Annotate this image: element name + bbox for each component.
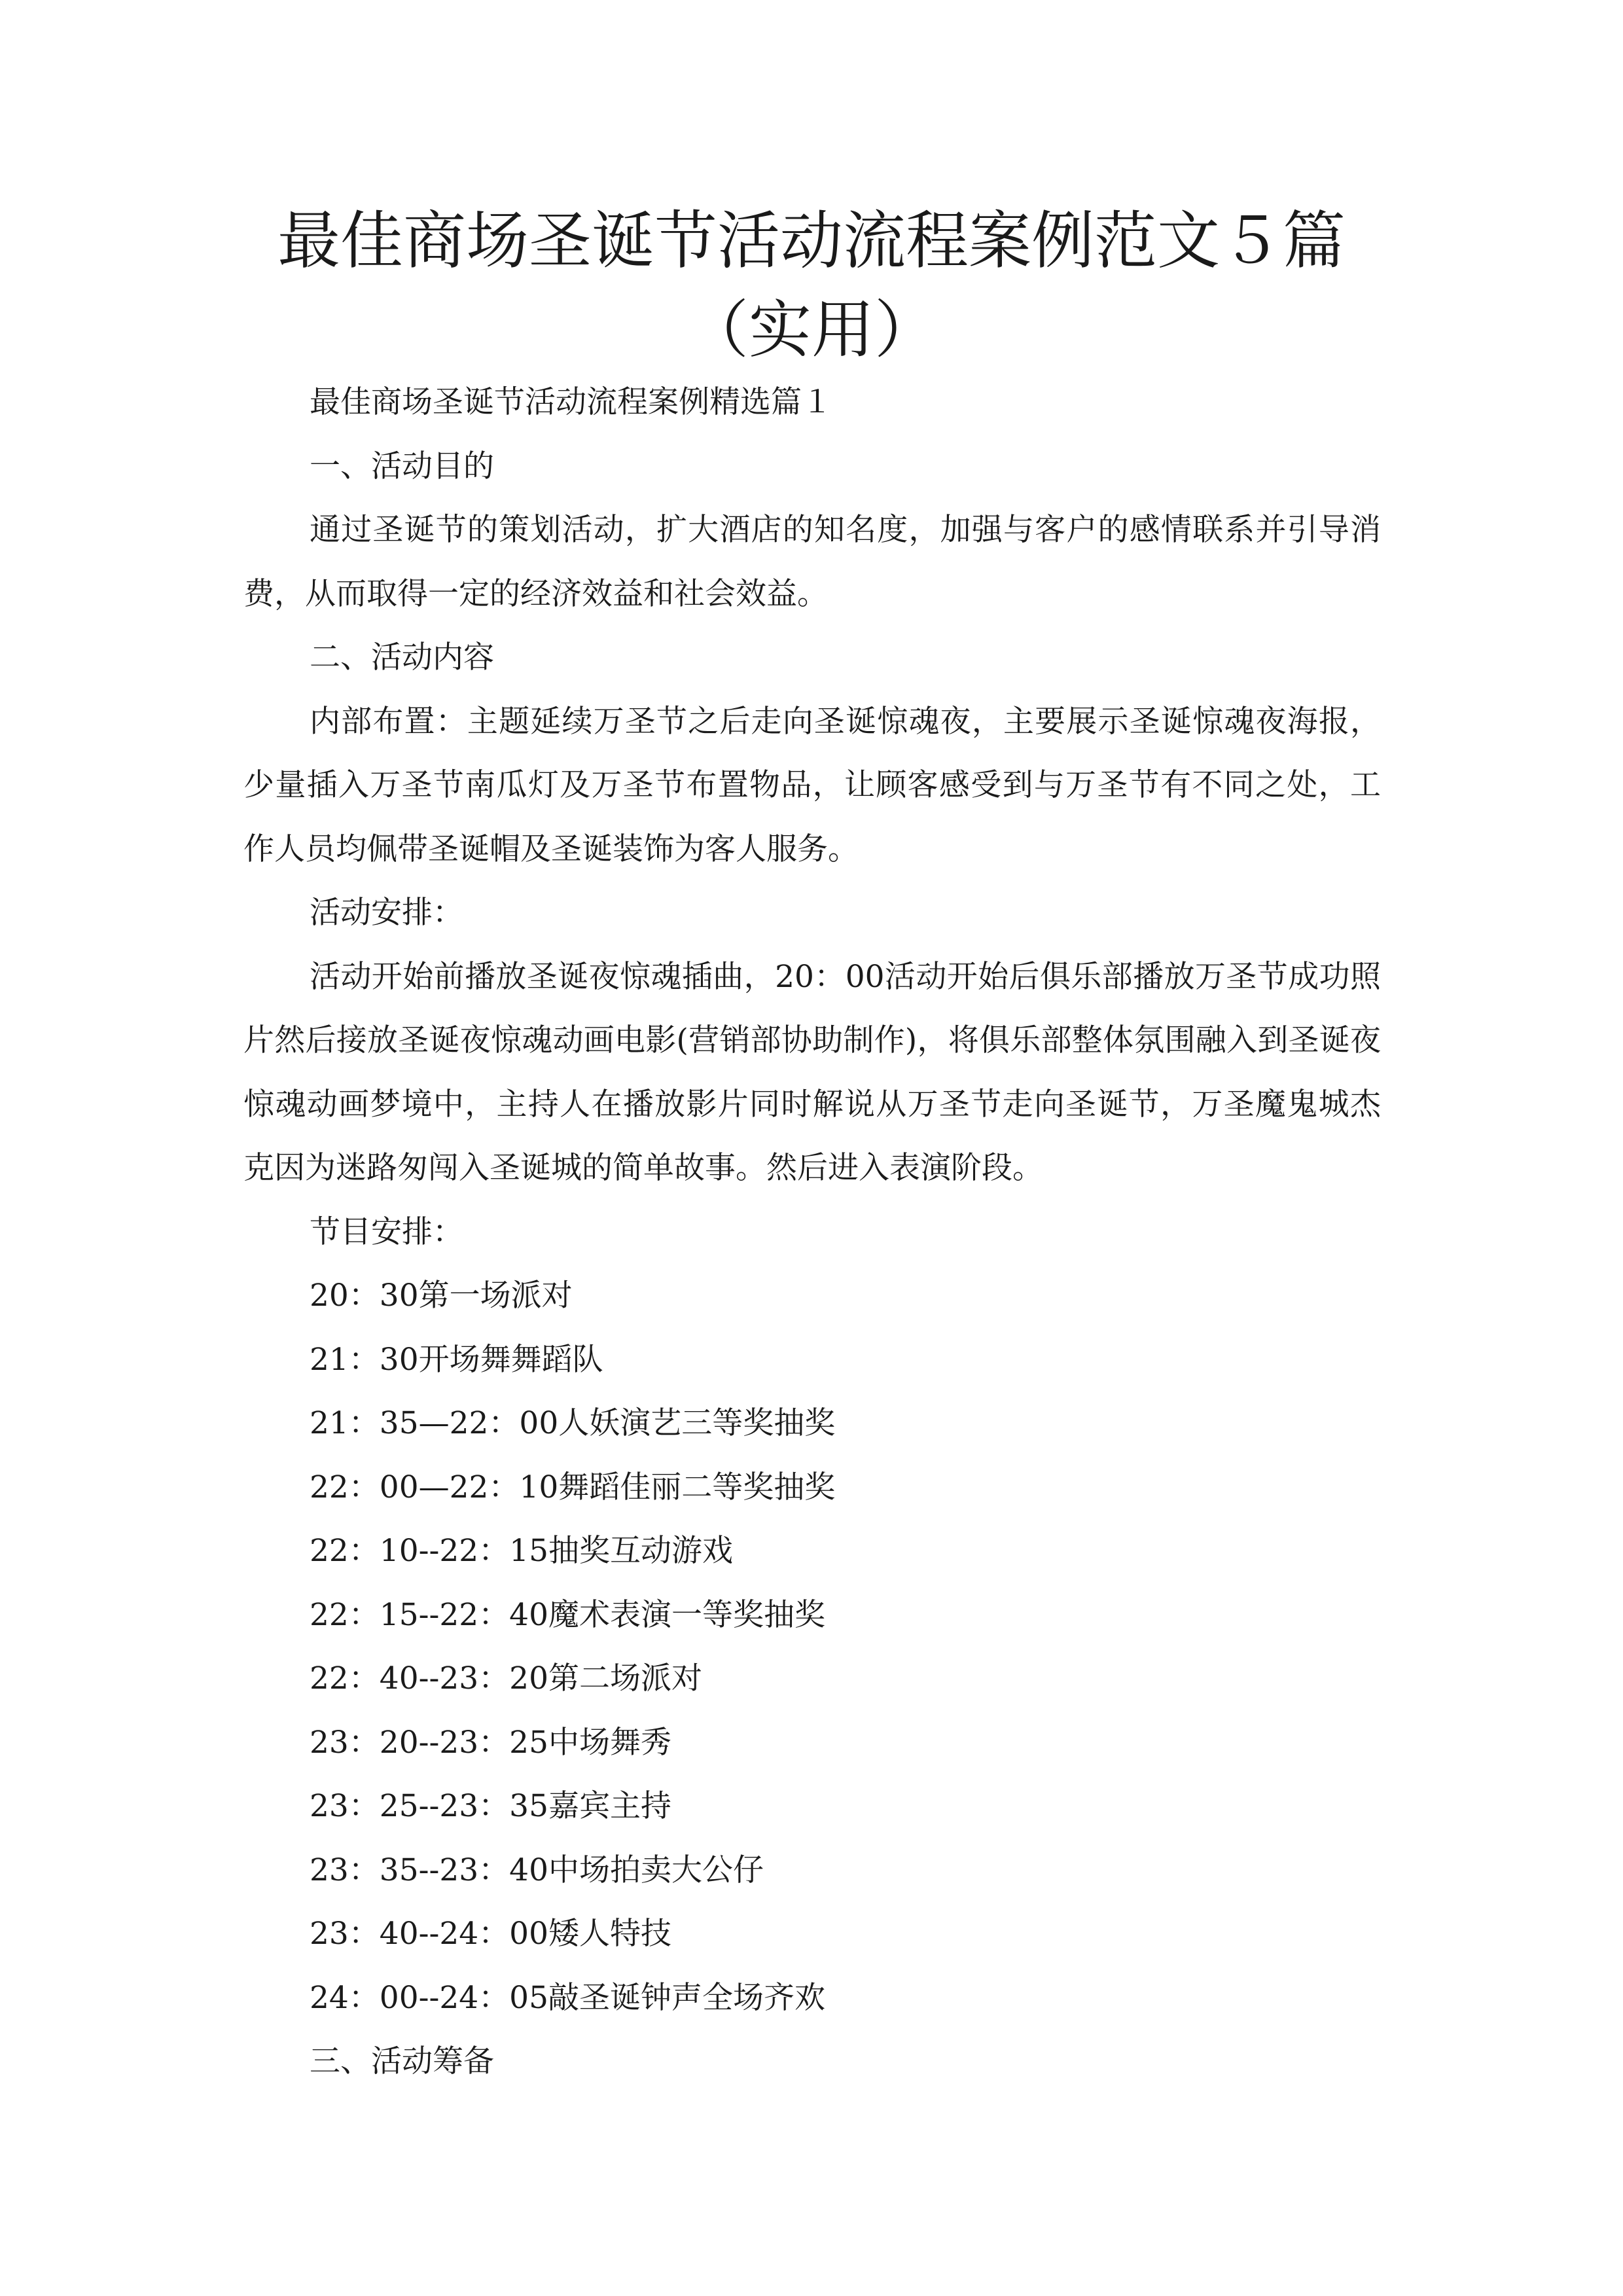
section3-heading: 三、活动筹备 [310,2043,494,2079]
arrangement-paragraph: 活动开始前播放圣诞夜惊魂插曲，20：00活动开始后俱乐部播放万圣节成功照片然后接放圣诞夜惊魂动画电影(营销部协助制作)，将俱乐部整体氛围融入到圣诞夜惊魂动画梦境中，主持人在播放影片同时解说从万圣节走向圣诞节，万圣魔鬼城杰克因为迷路匆闯入圣诞城的简单故事。然后进入表演阶段。 [243,958,1381,1186]
schedule-item: 23：40--24：00矮人特技 [310,1916,671,1952]
document-title: 最佳商场圣诞节活动流程案例范文５篇（实用） [277,204,1346,367]
schedule-item: 21：30开场舞舞蹈队 [310,1341,603,1378]
schedule-item: 22：15--22：40魔术表演一等奖抽奖 [310,1596,825,1633]
schedule-item: 23：35--23：40中场拍卖大公仔 [310,1852,764,1888]
schedule-item: 22：00—22：10舞蹈佳丽二等奖抽奖 [310,1469,836,1505]
document-body [243,370,1381,2094]
section2-heading: 二、活动内容 [310,639,494,675]
program-heading: 节目安排： [310,1213,463,1250]
schedule-item: 22：40--23：20第二场派对 [310,1660,702,1696]
section1-heading: 一、活动目的 [310,448,494,484]
schedule-item: 24：00--24：05敲圣诞钟声全场齐欢 [310,1979,825,2016]
arrangement-heading: 活动安排： [310,895,463,931]
schedule-item: 22：10--22：15抽奖互动游戏 [310,1533,733,1569]
article-subtitle: 最佳商场圣诞节活动流程案例精选篇１ [310,384,832,420]
schedule-item: 21：35—22：00人妖演艺三等奖抽奖 [310,1405,836,1441]
schedule-item: 20：30第一场派对 [310,1278,573,1314]
schedule-item: 23：20--23：25中场舞秀 [310,1724,671,1761]
schedule-list [243,1264,1381,2030]
section1-text: 通过圣诞节的策划活动，扩大酒店的知名度，加强与客户的感情联系并引导消费，从而取得一定的经济效益和社会效益。 [243,512,1381,612]
schedule-item: 23：25--23：35嘉宾主持 [310,1788,671,1824]
layout-paragraph: 内部布置：主题延续万圣节之后走向圣诞惊魂夜，主要展示圣诞惊魂夜海报，少量插入万圣节南瓜灯及万圣节布置物品，让顾客感受到与万圣节有不同之处，工作人员均佩带圣诞帽及圣诞装饰为客人服务。 [243,703,1381,867]
